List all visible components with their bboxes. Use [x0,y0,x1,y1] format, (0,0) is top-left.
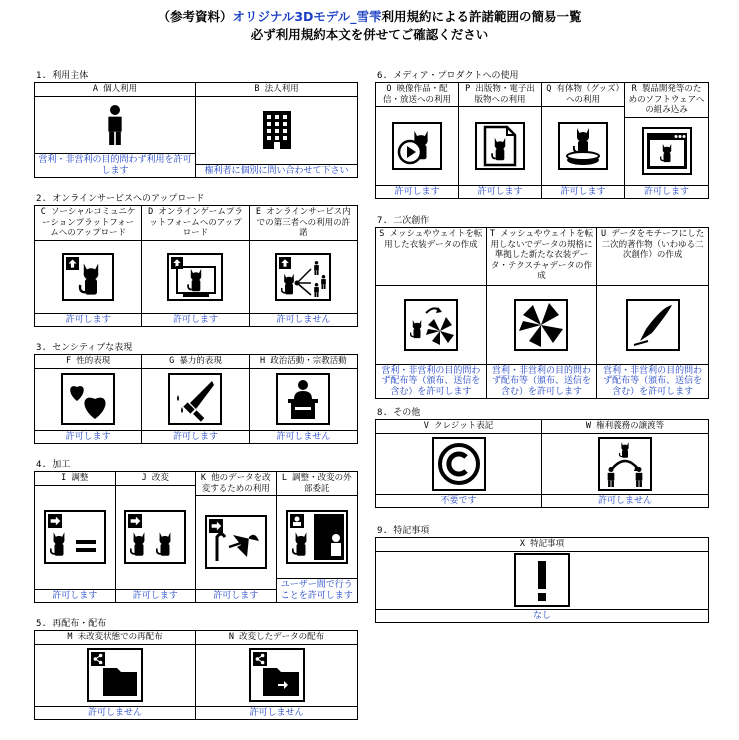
cell-game-upload [142,206,249,326]
video-icon [392,122,442,170]
result-adjust: 許可します [35,589,115,603]
result-use-for-other: 許可します [196,589,276,603]
header-distribute-modified: N 改変したデータの配布 [196,631,357,645]
cell-video-use [376,83,459,198]
result-software-embed: 許可します [625,185,708,199]
table-online-upload [34,205,358,327]
publication-icon [475,122,525,170]
header-use-for-other: K 他のデータを改変するための利用 [196,472,276,496]
section-label-sensitive: 3. センシティブな表現 [36,343,133,353]
header-social-upload: C ソーシャルコミュニケーションプラットフォームへのアップロード [35,206,141,241]
result-distribute-modified: 許可しません [196,706,357,720]
cell-publication-use [459,83,542,198]
cell-software-embed [625,83,708,198]
header-rights-transfer: W 権利義務の譲渡等 [542,420,708,434]
cell-third-party-license [250,206,357,326]
cell-use-for-other [196,472,277,602]
cell-derivative-work [597,228,708,398]
result-credit-notation: 不要です [376,494,541,508]
result-sexual-expression: 許可します [35,430,141,444]
section-label-media-product: 6. メディア・プロダクトへの使用 [377,71,519,81]
page-title [0,8,739,25]
costume-new-icon [514,299,568,351]
title-prefix: （参考資料） [157,9,233,24]
costume-reuse-icon [404,299,458,351]
result-redistribute-unmodified: 許可しません [35,706,195,720]
upload-social-icon [62,253,114,301]
building-icon [262,110,292,150]
section-label-redistribution: 5. 再配布・配布 [36,619,107,629]
modify-icon [124,510,186,564]
knife-icon [168,373,222,425]
cell-modify [116,472,197,602]
title-suffix: 利用規約による許諾範囲の簡易一覧 [381,9,582,24]
cell-costume-reuse [376,228,487,398]
header-goods-use: Q 有体物（グッズ）への利用 [542,83,624,107]
distribute-modified-icon [249,648,305,702]
cell-social-upload [35,206,142,326]
share-third-party-icon [275,253,331,301]
section-label-derivative: 7. 二次創作 [377,216,430,226]
cell-special-notes [376,538,708,622]
result-personal-use: 営利・非営利の目的問わず利用を許可します [35,153,195,177]
cell-violent-expression [142,355,249,443]
result-outsource: ユーザー間で行うことを許可します [277,578,358,602]
cell-political-religious [250,355,357,443]
header-redistribute-unmodified: M 未改変状態での再配布 [35,631,195,645]
result-derivative-work: 営利・非営利の目的問わず配布等（頒布、送信を含む）を許可します [597,364,708,399]
page-subtitle: 必ず利用規約本文を併せてご確認ください [250,27,489,42]
copyright-icon [432,437,486,491]
table-media-product [375,82,709,199]
title-accent: オリジナル3Dモデル_雪雫 [232,9,382,24]
pen-icon [626,299,680,351]
result-third-party-license: 許可しません [250,313,357,327]
header-sexual-expression: F 性的表現 [35,355,141,369]
table-derivative [375,227,709,399]
hearts-icon [61,373,115,425]
header-publication-use: P 出版物・電子出版物への利用 [459,83,541,107]
cell-adjust [35,472,116,602]
cell-corporate-use [196,83,357,177]
header-corporate-use: B 法人利用 [196,83,357,97]
section-label-online-upload: 2. オンラインサービスへのアップロード [36,194,205,204]
section-label-processing: 4. 加工 [36,460,71,470]
result-political-religious: 許可しません [250,430,357,444]
header-third-party-license: E オンラインサービス内での第三者への利用の許諾 [250,206,357,241]
header-costume-reuse: S メッシュやウェイトを転用した衣装データの作成 [376,228,486,286]
table-sensitive [34,354,358,444]
software-icon [642,127,692,175]
transfer-icon [598,437,652,491]
result-rights-transfer: 許可しません [542,494,708,508]
person-icon [106,105,124,145]
cell-goods-use [542,83,625,198]
result-goods-use: 許可します [542,185,624,199]
header-outsource: L 調整・改変の外部委託 [277,472,358,496]
redistribute-icon [87,648,143,702]
cell-sexual-expression [35,355,142,443]
section-label-usage-entity: 1. 利用主体 [36,71,89,81]
cell-costume-new [487,228,598,398]
table-special-notes [375,537,709,623]
header-modify: J 改変 [116,472,196,486]
header-political-religious: H 政治活動・宗教活動 [250,355,357,369]
cell-credit-notation [376,420,542,507]
upload-game-icon [167,253,223,301]
table-other [375,419,709,508]
header-personal-use: A 個人利用 [35,83,195,97]
cell-outsource [277,472,358,602]
header-credit-notation: V クレジット表記 [376,420,541,434]
header-derivative-work: U データをモチーフにした二次的著作物（いわゆる二次創作）の作成 [597,228,708,286]
result-corporate-use: 権利者に個別に問い合わせて下さい [196,164,357,178]
header-adjust: I 調整 [35,472,115,486]
exclamation-icon [514,553,570,607]
header-special-notes: X 特記事項 [376,538,708,552]
result-costume-reuse: 営利・非営利の目的問わず配布等（頒布、送信を含む）を許可します [376,364,486,399]
use-for-other-icon [205,515,267,569]
cell-personal-use [35,83,196,177]
result-modify: 許可します [116,589,196,603]
cell-distribute-modified [196,631,357,719]
result-special-notes: なし [376,609,708,623]
cell-rights-transfer [542,420,708,507]
result-video-use: 許可します [376,185,458,199]
result-violent-expression: 許可します [142,430,248,444]
header-violent-expression: G 暴力的表現 [142,355,248,369]
section-label-special-notes: 9. 特記事項 [377,526,430,536]
cell-redistribute-unmodified [35,631,196,719]
table-redistribution [34,630,358,720]
section-label-other: 8. その他 [377,408,421,418]
podium-icon [276,373,330,425]
result-costume-new: 営利・非営利の目的問わず配布等（頒布、送信を含む）を許可します [487,364,597,399]
result-social-upload: 許可します [35,313,141,327]
header-software-embed: R 製品開発等のためのソフトウェアへの組み込み [625,83,708,118]
result-game-upload: 許可します [142,313,248,327]
adjust-icon [44,510,106,564]
header-video-use: O 映像作品・配信・放送への利用 [376,83,458,107]
header-game-upload: D オンラインゲームプラットフォームへのアップロード [142,206,248,241]
header-costume-new: T メッシュやウェイトを転用しないでデータの規格に準拠した新たな衣装データ・テクスチャデータの作成 [487,228,597,286]
table-processing [34,471,358,603]
outsource-icon [286,510,348,564]
table-usage-entity [34,82,358,178]
figure-goods-icon [558,122,608,170]
result-publication-use: 許可します [459,185,541,199]
